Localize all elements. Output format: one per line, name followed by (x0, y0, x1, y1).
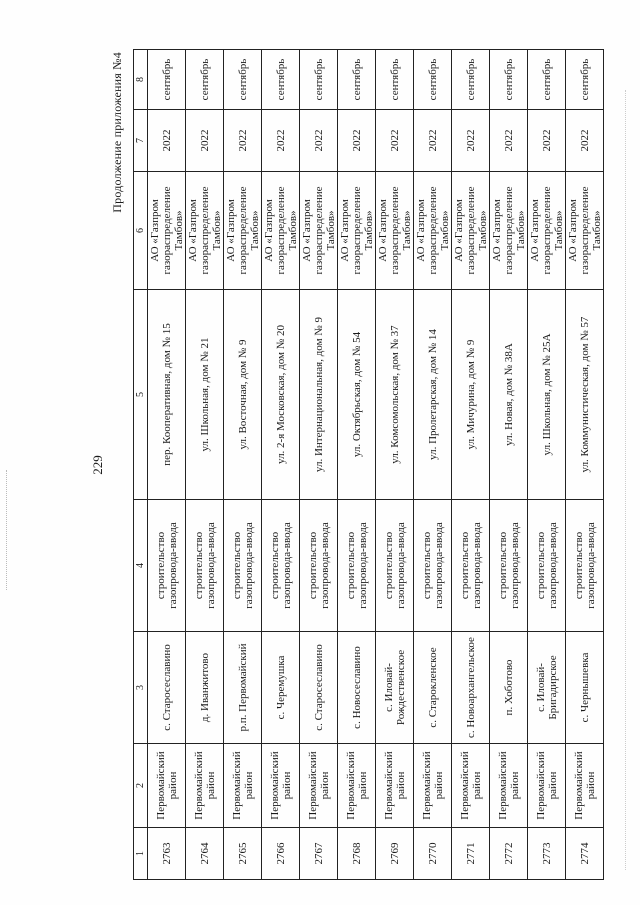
organization-cell: АО «Газпром газораспределение Тамбов» (490, 172, 528, 290)
year-cell: 2022 (490, 110, 528, 172)
month-cell: сентябрь (414, 50, 452, 110)
address-cell: ул. Коммунистическая, дом № 57 (566, 290, 604, 500)
table-row (452, 50, 490, 880)
column-number: 3 (134, 632, 148, 744)
address-cell: ул. Восточная, дом № 9 (224, 290, 262, 500)
work-type-cell: строительство газопровода-ввода (414, 500, 452, 632)
district-cell: Первомайский район (376, 744, 414, 828)
organization-cell: АО «Газпром газораспределение Тамбов» (338, 172, 376, 290)
address-cell: ул. Комсомольская, дом № 37 (376, 290, 414, 500)
month-cell: сентябрь (376, 50, 414, 110)
work-type-cell: строительство газопровода-ввода (566, 500, 604, 632)
year-cell: 2022 (224, 110, 262, 172)
year-cell: 2022 (566, 110, 604, 172)
district-cell: Первомайский район (490, 744, 528, 828)
row-number-cell: 2769 (376, 828, 414, 880)
work-type-cell: строительство газопровода-ввода (186, 500, 224, 632)
locality-cell: с. Старосеславино (148, 632, 186, 744)
year-cell: 2022 (300, 110, 338, 172)
row-number-cell: 2764 (186, 828, 224, 880)
column-number: 7 (134, 110, 148, 172)
scan-artifact (6, 470, 9, 590)
row-number-cell: 2763 (148, 828, 186, 880)
month-cell: сентябрь (490, 50, 528, 110)
district-cell: Первомайский район (414, 744, 452, 828)
page-header (90, 50, 130, 880)
year-cell: 2022 (452, 110, 490, 172)
district-cell: Первомайский район (224, 744, 262, 828)
locality-cell: с. Чернышевка (566, 632, 604, 744)
column-number: 6 (134, 172, 148, 290)
work-type-cell: строительство газопровода-ввода (338, 500, 376, 632)
table-row (262, 50, 300, 880)
organization-cell: АО «Газпром газораспределение Тамбов» (414, 172, 452, 290)
year-cell: 2022 (186, 110, 224, 172)
locality-cell: с. Новоархангельское (452, 632, 490, 744)
address-cell: ул. Пролетарская, дом № 14 (414, 290, 452, 500)
address-cell: ул. Новая, дом № 38А (490, 290, 528, 500)
district-cell: Первомайский район (300, 744, 338, 828)
work-type-cell: строительство газопровода-ввода (224, 500, 262, 632)
locality-cell: д. Иванжитово (186, 632, 224, 744)
district-cell: Первомайский район (338, 744, 376, 828)
year-cell: 2022 (148, 110, 186, 172)
year-cell: 2022 (528, 110, 566, 172)
row-number-cell: 2770 (414, 828, 452, 880)
table-row (566, 50, 604, 880)
district-cell: Первомайский район (566, 744, 604, 828)
column-number: 2 (134, 744, 148, 828)
work-type-cell: строительство газопровода-ввода (262, 500, 300, 632)
organization-cell: АО «Газпром газораспределение Тамбов» (262, 172, 300, 290)
locality-cell: с. Старокленское (414, 632, 452, 744)
row-number-cell: 2772 (490, 828, 528, 880)
organization-cell: АО «Газпром газораспределение Тамбов» (186, 172, 224, 290)
table-row (490, 50, 528, 880)
locality-cell: с. Иловай-Рождественское (376, 632, 414, 744)
table-row (414, 50, 452, 880)
month-cell: сентябрь (566, 50, 604, 110)
month-cell: сентябрь (528, 50, 566, 110)
locality-cell: р.п. Первомайский (224, 632, 262, 744)
organization-cell: АО «Газпром газораспределение Тамбов» (148, 172, 186, 290)
locality-cell: с. Новосеславино (338, 632, 376, 744)
address-cell: ул. 2-я Московская, дом № 20 (262, 290, 300, 500)
page-number: 229 (90, 455, 105, 475)
work-type-cell: строительство газопровода-ввода (376, 500, 414, 632)
organization-cell: АО «Газпром газораспределение Тамбов» (300, 172, 338, 290)
month-cell: сентябрь (452, 50, 490, 110)
address-cell: пер. Кооперативная, дом № 15 (148, 290, 186, 500)
column-number: 1 (134, 828, 148, 880)
row-number-cell: 2767 (300, 828, 338, 880)
district-cell: Первомайский район (528, 744, 566, 828)
work-type-cell: строительство газопровода-ввода (528, 500, 566, 632)
work-type-cell: строительство газопровода-ввода (490, 500, 528, 632)
district-cell: Первомайский район (262, 744, 300, 828)
organization-cell: АО «Газпром газораспределение Тамбов» (224, 172, 262, 290)
row-number-cell: 2765 (224, 828, 262, 880)
column-number: 4 (134, 500, 148, 632)
organization-cell: АО «Газпром газораспределение Тамбов» (528, 172, 566, 290)
row-number-cell: 2773 (528, 828, 566, 880)
column-number: 8 (134, 50, 148, 110)
locality-cell: с. Черемушка (262, 632, 300, 744)
organization-cell: АО «Газпром газораспределение Тамбов» (452, 172, 490, 290)
district-cell: Первомайский район (452, 744, 490, 828)
table-row (300, 50, 338, 880)
table-row (148, 50, 186, 880)
row-number-cell: 2768 (338, 828, 376, 880)
work-type-cell: строительство газопровода-ввода (300, 500, 338, 632)
month-cell: сентябрь (262, 50, 300, 110)
month-cell: сентябрь (224, 50, 262, 110)
work-type-cell: строительство газопровода-ввода (148, 500, 186, 632)
district-cell: Первомайский район (186, 744, 224, 828)
month-cell: сентябрь (338, 50, 376, 110)
locality-cell: п. Хоботово (490, 632, 528, 744)
organization-cell: АО «Газпром газораспределение Тамбов» (566, 172, 604, 290)
locality-cell: с. Иловай-Бригадирское (528, 632, 566, 744)
address-cell: ул. Мичурина, дом № 9 (452, 290, 490, 500)
address-cell: ул. Школьная, дом № 21 (186, 290, 224, 500)
organization-cell: АО «Газпром газораспределение Тамбов» (376, 172, 414, 290)
row-number-cell: 2774 (566, 828, 604, 880)
address-cell: ул. Интернациональная, дом № 9 (300, 290, 338, 500)
column-number: 5 (134, 290, 148, 500)
column-number-row (134, 50, 148, 880)
year-cell: 2022 (414, 110, 452, 172)
month-cell: сентябрь (186, 50, 224, 110)
table-row (338, 50, 376, 880)
address-cell: ул. Октябрьская, дом № 54 (338, 290, 376, 500)
table-row (528, 50, 566, 880)
year-cell: 2022 (338, 110, 376, 172)
table-row (186, 50, 224, 880)
table-row (224, 50, 262, 880)
district-cell: Первомайский район (148, 744, 186, 828)
year-cell: 2022 (262, 110, 300, 172)
locality-cell: с. Старосеславино (300, 632, 338, 744)
address-cell: ул. Школьная, дом № 25А (528, 290, 566, 500)
work-type-cell: строительство газопровода-ввода (452, 500, 490, 632)
table-row (376, 50, 414, 880)
row-number-cell: 2771 (452, 828, 490, 880)
month-cell: сентябрь (148, 50, 186, 110)
row-number-cell: 2766 (262, 828, 300, 880)
month-cell: сентябрь (300, 50, 338, 110)
rotated-content (90, 50, 603, 880)
appendix-table (133, 49, 604, 880)
continuation-title: Продолжение приложения №4 (110, 52, 124, 213)
year-cell: 2022 (376, 110, 414, 172)
scan-artifact (625, 90, 628, 870)
